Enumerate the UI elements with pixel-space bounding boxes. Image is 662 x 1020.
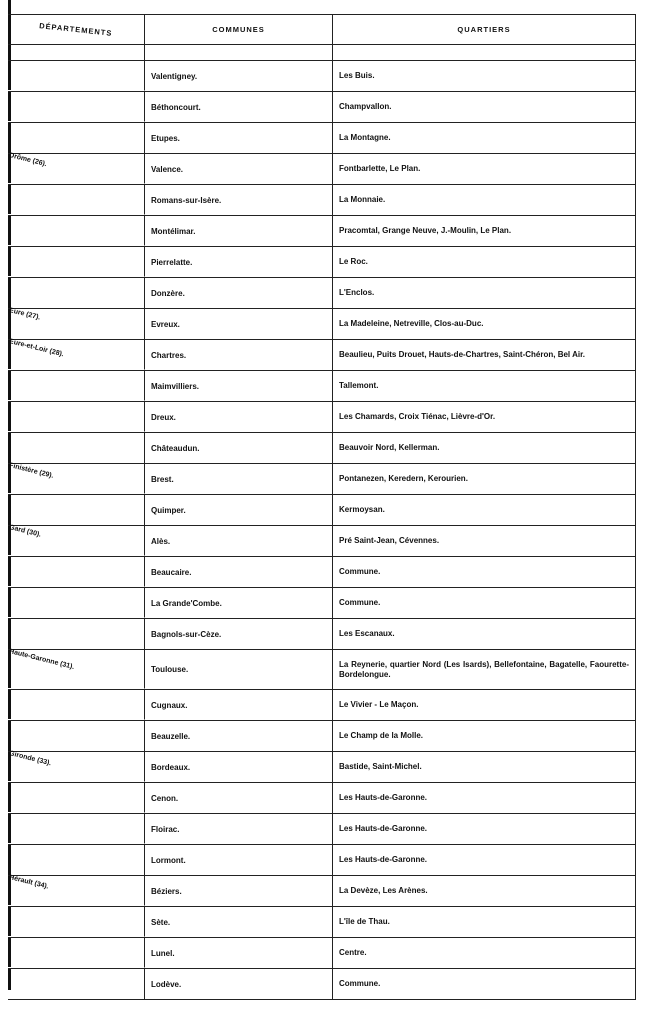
quartiers-cell: Le Roc. [333, 247, 636, 277]
table-row [8, 495, 636, 526]
quartiers-cell: La Reynerie, quartier Nord (Les Isards), Bellefontaine, Bagatelle, Faourette-Bordelongue. [333, 650, 636, 689]
departement-label: Eure-et-Loir (28). [8, 338, 65, 359]
spacer-cell [8, 45, 145, 60]
quartiers-cell: Beauvoir Nord, Kellerman. [333, 433, 636, 463]
commune-cell: Montélimar. [145, 216, 333, 246]
spacer-cell [333, 45, 636, 60]
commune-cell: Dreux. [145, 402, 333, 432]
commune-cell: Lormont. [145, 845, 333, 875]
commune-cell: Evreux. [145, 309, 333, 339]
table-row [8, 402, 636, 433]
table-row [8, 752, 636, 783]
header-departements [8, 15, 145, 44]
table-row [8, 845, 636, 876]
departement-cell [8, 216, 145, 246]
table-header [8, 14, 636, 45]
commune-cell: Béthoncourt. [145, 92, 333, 122]
commune-cell: Toulouse. [145, 650, 333, 689]
departement-cell [8, 371, 145, 401]
commune-cell: Valence. [145, 154, 333, 184]
departement-cell [8, 814, 145, 844]
table-row [8, 783, 636, 814]
table-row [8, 92, 636, 123]
table-row [8, 969, 636, 1000]
departement-label: Gard (30). [8, 524, 42, 539]
commune-cell: Quimper. [145, 495, 333, 525]
quartiers-cell: Les Buis. [333, 61, 636, 91]
departement-cell [8, 721, 145, 751]
commune-cell: Chartres. [145, 340, 333, 370]
table-row [8, 526, 636, 557]
quartiers-cell: Beaulieu, Puits Drouet, Hauts-de-Chartres, Saint-Chéron, Bel Air. [333, 340, 636, 370]
communes-table [8, 14, 636, 1000]
commune-cell: Romans-sur-Isère. [145, 185, 333, 215]
quartiers-cell: Commune. [333, 969, 636, 999]
departement-cell [8, 247, 145, 277]
table-row [8, 721, 636, 752]
table-row [8, 464, 636, 495]
table-row [8, 814, 636, 845]
departement-cell [8, 464, 145, 494]
table-row [8, 278, 636, 309]
quartiers-cell: Pontanezen, Keredern, Kerourien. [333, 464, 636, 494]
commune-cell: Sète. [145, 907, 333, 937]
departement-cell [8, 185, 145, 215]
quartiers-cell: La Monnaie. [333, 185, 636, 215]
departement-cell [8, 433, 145, 463]
departement-cell [8, 92, 145, 122]
commune-cell: Brest. [145, 464, 333, 494]
commune-cell: Bordeaux. [145, 752, 333, 782]
quartiers-cell: Commune. [333, 588, 636, 618]
table-row [8, 309, 636, 340]
table-row [8, 123, 636, 154]
header-quartiers: QUARTIERS [333, 15, 636, 44]
table-row [8, 185, 636, 216]
header-communes: COMMUNES [145, 15, 333, 44]
quartiers-cell: L'île de Thau. [333, 907, 636, 937]
departement-cell [8, 61, 145, 91]
quartiers-cell: Les Hauts-de-Garonne. [333, 814, 636, 844]
table-row [8, 938, 636, 969]
table-row [8, 433, 636, 464]
quartiers-cell: La Devèze, Les Arènes. [333, 876, 636, 906]
departement-label: Gironde (33). [8, 750, 52, 768]
departement-cell [8, 557, 145, 587]
table-row [8, 247, 636, 278]
departement-cell [8, 495, 145, 525]
quartiers-cell: Le Champ de la Molle. [333, 721, 636, 751]
quartiers-cell: Fontbarlette, Le Plan. [333, 154, 636, 184]
commune-cell: Alès. [145, 526, 333, 556]
commune-cell: Donzère. [145, 278, 333, 308]
departement-label: Eure (27). [8, 307, 41, 322]
quartiers-cell: Centre. [333, 938, 636, 968]
commune-cell: Valentigney. [145, 61, 333, 91]
commune-cell: Maimvilliers. [145, 371, 333, 401]
quartiers-cell: Les Hauts-de-Garonne. [333, 845, 636, 875]
quartiers-cell: Les Escanaux. [333, 619, 636, 649]
commune-cell: Béziers. [145, 876, 333, 906]
departement-cell [8, 123, 145, 153]
table-row [8, 650, 636, 690]
departement-cell [8, 588, 145, 618]
quartiers-cell: La Madeleine, Netreville, Clos-au-Duc. [333, 309, 636, 339]
commune-cell: Lunel. [145, 938, 333, 968]
quartiers-cell: Tallemont. [333, 371, 636, 401]
departement-label: Finistère (29). [8, 462, 55, 480]
departement-cell [8, 526, 145, 556]
commune-cell: Cugnaux. [145, 690, 333, 720]
commune-cell: La Grande'Combe. [145, 588, 333, 618]
table-row [8, 371, 636, 402]
departement-cell [8, 783, 145, 813]
table-row [8, 907, 636, 938]
table-row [8, 690, 636, 721]
table-row [8, 61, 636, 92]
quartiers-cell: Bastide, Saint-Michel. [333, 752, 636, 782]
departement-cell [8, 690, 145, 720]
quartiers-cell: Champvallon. [333, 92, 636, 122]
table-row [8, 619, 636, 650]
commune-cell: Beauzelle. [145, 721, 333, 751]
departement-cell [8, 154, 145, 184]
spacer-cell [145, 45, 333, 60]
commune-cell: Cenon. [145, 783, 333, 813]
departement-cell [8, 907, 145, 937]
quartiers-cell: Pracomtal, Grange Neuve, J.-Moulin, Le Plan. [333, 216, 636, 246]
commune-cell: Etupes. [145, 123, 333, 153]
quartiers-cell: Pré Saint-Jean, Cévennes. [333, 526, 636, 556]
table-body [8, 61, 636, 1000]
table-row [8, 557, 636, 588]
commune-cell: Beaucaire. [145, 557, 333, 587]
departement-cell [8, 938, 145, 968]
table-row [8, 154, 636, 185]
departement-cell [8, 876, 145, 906]
commune-cell: Bagnols-sur-Cèze. [145, 619, 333, 649]
departement-cell [8, 402, 145, 432]
departement-cell [8, 278, 145, 308]
commune-cell: Lodève. [145, 969, 333, 999]
departement-cell [8, 650, 145, 689]
header-departements-label: DÉPARTEMENTS [38, 21, 114, 38]
commune-cell: Pierrelatte. [145, 247, 333, 277]
quartiers-cell: L'Enclos. [333, 278, 636, 308]
departement-cell [8, 752, 145, 782]
table-row [8, 216, 636, 247]
table-row [8, 340, 636, 371]
quartiers-cell: Le Vivier - Le Maçon. [333, 690, 636, 720]
commune-cell: Floirac. [145, 814, 333, 844]
spacer-row [8, 45, 636, 61]
table-row [8, 588, 636, 619]
departement-cell [8, 309, 145, 339]
departement-label: Drôme (26). [8, 152, 48, 169]
departement-cell [8, 969, 145, 999]
departement-cell [8, 845, 145, 875]
departement-label: Haute-Garonne (31). [8, 648, 75, 671]
quartiers-cell: Les Chamards, Croix Tiénac, Lièvre-d'Or. [333, 402, 636, 432]
commune-cell: Châteaudun. [145, 433, 333, 463]
departement-cell [8, 340, 145, 370]
table-row [8, 876, 636, 907]
quartiers-cell: Les Hauts-de-Garonne. [333, 783, 636, 813]
quartiers-cell: La Montagne. [333, 123, 636, 153]
quartiers-cell: Kermoysan. [333, 495, 636, 525]
departement-cell [8, 619, 145, 649]
departement-label: Hérault (34). [8, 874, 50, 891]
quartiers-cell: Commune. [333, 557, 636, 587]
